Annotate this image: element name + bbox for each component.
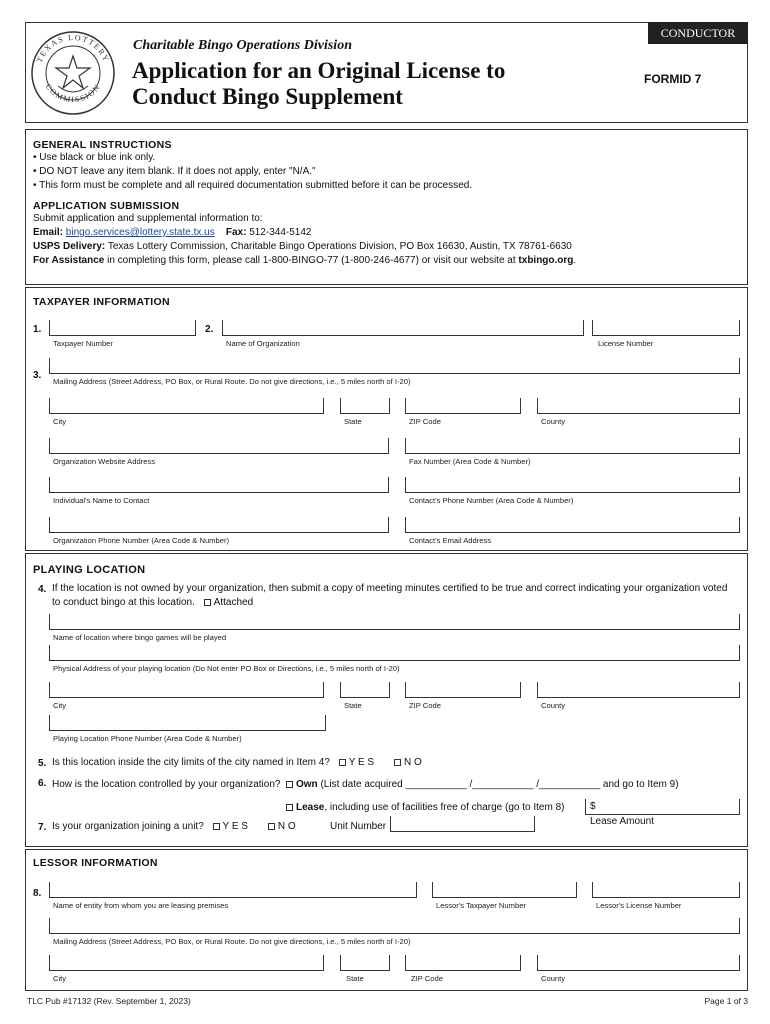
usps-address: Texas Lottery Commission, Charitable Bingo Operations Division, PO Box 16630, Austin, TX 78761-6630 — [107, 241, 572, 252]
lessor-mailing-field[interactable] — [49, 918, 740, 934]
attached-checkbox[interactable] — [204, 599, 211, 606]
assist-text: in completing this form, please call 1-800-BINGO-77 (1-800-246-4677) or visit our website at — [107, 255, 516, 266]
org-phone-label: Organization Phone Number (Area Code & Number) — [53, 536, 230, 545]
playing-location-title: PLAYING LOCATION — [33, 564, 146, 576]
instruction-item: • This form must be complete and all required documentation submitted before it can be processed. — [33, 180, 473, 191]
q5-no-checkbox[interactable] — [394, 759, 401, 766]
own-line — [280, 778, 679, 792]
svg-text:TEXAS LOTTERY — [35, 33, 111, 64]
state-label: State — [344, 417, 362, 426]
item-number: 7. — [38, 822, 47, 833]
page-number: Page 1 of 3 — [704, 996, 748, 1006]
contact-phone-field[interactable] — [405, 477, 740, 493]
q7-no-checkbox[interactable] — [268, 823, 275, 830]
form-title-line1: Application for an Original License to — [132, 58, 506, 83]
playing-city-field[interactable] — [49, 682, 324, 698]
location-name-field[interactable] — [49, 614, 740, 630]
contact-email-label: Contact's Email Address — [409, 536, 492, 545]
lessor-license-label: Lessor's License Number — [596, 901, 682, 910]
lessor-state-field[interactable] — [340, 955, 390, 971]
org-phone-field[interactable] — [49, 517, 389, 533]
lessor-license-field[interactable] — [592, 882, 740, 898]
website-field[interactable] — [49, 438, 389, 454]
submit-text: Submit application and supplemental information to: — [33, 213, 263, 224]
county-field[interactable] — [537, 398, 740, 414]
state-field[interactable] — [340, 398, 390, 414]
mailing-address-label: Mailing Address (Street Address, PO Box, or Rural Route. Do not give directions, i.e., 5 miles north of I-20) — [53, 377, 411, 386]
form-title-line2: Conduct Bingo Supplement — [132, 84, 403, 109]
q7-line — [52, 820, 296, 834]
item-number: 3. — [33, 370, 42, 381]
q4-text-line2 — [52, 596, 253, 610]
playing-phone-field[interactable] — [49, 715, 326, 731]
own-label: Own — [296, 779, 318, 790]
lease-amount-label: Lease Amount — [590, 816, 654, 827]
instruction-item: • DO NOT leave any item blank. If it does not apply, enter "N/A." — [33, 166, 316, 177]
zip-field[interactable] — [405, 398, 521, 414]
lessor-county-field[interactable] — [537, 955, 740, 971]
taxpayer-number-label: Taxpayer Number — [53, 339, 113, 348]
assist-period: . — [573, 255, 577, 266]
q4-text-line1: If the location is not owned by your organization, then submit a copy of meeting minutes certified to be true and correct indicating your organization voted — [52, 583, 728, 594]
city-field[interactable] — [49, 398, 324, 414]
assist-line — [33, 254, 576, 268]
q7-yes-checkbox[interactable] — [213, 823, 220, 830]
assist-label: For Assistance — [33, 255, 105, 266]
own-text: (List date acquired ___________ /___________ /___________ and go to Item 9) — [320, 779, 679, 790]
email-label: Email: — [33, 227, 64, 238]
fax-number: 512-344-5142 — [249, 227, 312, 238]
fax-label: Fax: — [225, 227, 247, 238]
lessor-taxpayer-field[interactable] — [432, 882, 577, 898]
lessor-zip-label: ZIP Code — [411, 974, 443, 983]
svg-text:COMMISSION — [44, 82, 103, 104]
email-line — [33, 226, 311, 240]
q5-line — [52, 756, 422, 770]
item-number: 2. — [205, 324, 214, 335]
item-number: 5. — [38, 758, 47, 769]
lessor-entity-label: Name of entity from whom you are leasing premises — [53, 901, 229, 910]
lessor-entity-field[interactable] — [49, 882, 417, 898]
usps-label: USPS Delivery: — [33, 241, 106, 252]
license-number-field[interactable] — [592, 320, 740, 336]
lessor-state-label: State — [346, 974, 364, 983]
q5-no-label: N O — [403, 757, 422, 768]
contact-email-field[interactable] — [405, 517, 740, 533]
lessor-zip-field[interactable] — [405, 955, 521, 971]
item-number: 1. — [33, 324, 42, 335]
seal-text-top: TEXAS LOTTERY — [34, 32, 112, 64]
form-id: FORMID 7 — [644, 72, 702, 86]
unit-number-field[interactable] — [390, 816, 535, 832]
lease-text: , including use of facilities free of charge (go to Item 8) — [324, 802, 565, 813]
physical-address-field[interactable] — [49, 645, 740, 661]
playing-state-label: State — [344, 701, 362, 710]
division-name: Charitable Bingo Operations Division — [133, 38, 352, 53]
dollar-sign: $ — [590, 801, 596, 812]
mailing-address-field[interactable] — [49, 358, 740, 374]
lessor-city-field[interactable] — [49, 955, 324, 971]
lessor-county-label: County — [541, 974, 566, 983]
playing-zip-label: ZIP Code — [409, 701, 441, 710]
q7-no-label: N O — [277, 821, 296, 832]
playing-county-label: County — [541, 701, 566, 710]
lease-amount-field[interactable] — [585, 799, 740, 815]
lessor-section-title: LESSOR INFORMATION — [33, 857, 158, 869]
website-label: Organization Website Address — [53, 457, 156, 466]
q6-text: How is the location controlled by your organization? — [52, 779, 281, 790]
own-checkbox[interactable] — [286, 781, 293, 788]
q5-yes-label: Y E S — [348, 757, 375, 768]
playing-state-field[interactable] — [340, 682, 390, 698]
playing-phone-label: Playing Location Phone Number (Area Code & Number) — [53, 734, 242, 743]
organization-name-field[interactable] — [222, 320, 584, 336]
item-number: 6. — [38, 778, 47, 789]
lessor-mailing-label: Mailing Address (Street Address, PO Box, or Rural Route. Do not give directions, i.e., 5 miles north of I-20) — [53, 937, 411, 946]
taxpayer-section-title: TAXPAYER INFORMATION — [33, 296, 170, 308]
usps-line — [33, 240, 572, 254]
lessor-city-label: City — [53, 974, 67, 983]
q5-yes-checkbox[interactable] — [339, 759, 346, 766]
contact-name-field[interactable] — [49, 477, 389, 493]
lessor-taxpayer-label: Lessor's Taxpayer Number — [436, 901, 526, 910]
city-label: City — [53, 417, 67, 426]
q7-text: Is your organization joining a unit? — [52, 821, 204, 832]
publication-number: TLC Pub #17132 (Rev. September 1, 2023) — [27, 996, 191, 1006]
playing-zip-field[interactable] — [405, 682, 521, 698]
conductor-tag: CONDUCTOR — [648, 22, 748, 44]
playing-city-label: City — [53, 701, 67, 710]
fax-label: Fax Number (Area Code & Number) — [409, 457, 531, 466]
playing-county-field[interactable] — [537, 682, 740, 698]
website-link[interactable]: txbingo.org — [518, 255, 574, 266]
application-submission-title: APPLICATION SUBMISSION — [33, 200, 180, 212]
attached-label: Attached — [213, 597, 254, 608]
seal-text-bottom: COMMISSION — [43, 82, 103, 105]
q5-text: Is this location inside the city limits of the city named in Item 4? — [52, 757, 330, 768]
item-number: 8. — [33, 888, 42, 899]
lease-label: Lease — [296, 802, 325, 813]
q7-yes-label: Y E S — [222, 821, 248, 832]
contact-phone-label: Contact's Phone Number (Area Code & Number) — [409, 496, 574, 505]
physical-address-label: Physical Address of your playing location (Do Not enter PO Box or Directions, i.e., 5 miles north of I-20) — [53, 664, 400, 673]
texas-lottery-seal-icon — [28, 28, 118, 118]
lease-checkbox[interactable] — [286, 804, 293, 811]
q4-text-line2-label: to conduct bingo at this location. — [52, 597, 195, 608]
general-instructions-title: GENERAL INSTRUCTIONS — [33, 139, 172, 151]
license-number-label: License Number — [598, 339, 654, 348]
lease-line — [280, 801, 564, 815]
fax-field[interactable] — [405, 438, 740, 454]
unit-number-label: Unit Number — [330, 821, 387, 832]
email-link[interactable]: bingo.services@lottery.state.tx.us — [65, 227, 215, 238]
location-name-label: Name of location where bingo games will be played — [53, 633, 227, 642]
organization-name-label: Name of Organization — [226, 339, 300, 348]
item-number: 4. — [38, 584, 47, 595]
instruction-item: • Use black or blue ink only. — [33, 152, 156, 163]
contact-name-label: Individual's Name to Contact — [53, 496, 150, 505]
county-label: County — [541, 417, 566, 426]
zip-label: ZIP Code — [409, 417, 441, 426]
taxpayer-number-field[interactable] — [49, 320, 196, 336]
